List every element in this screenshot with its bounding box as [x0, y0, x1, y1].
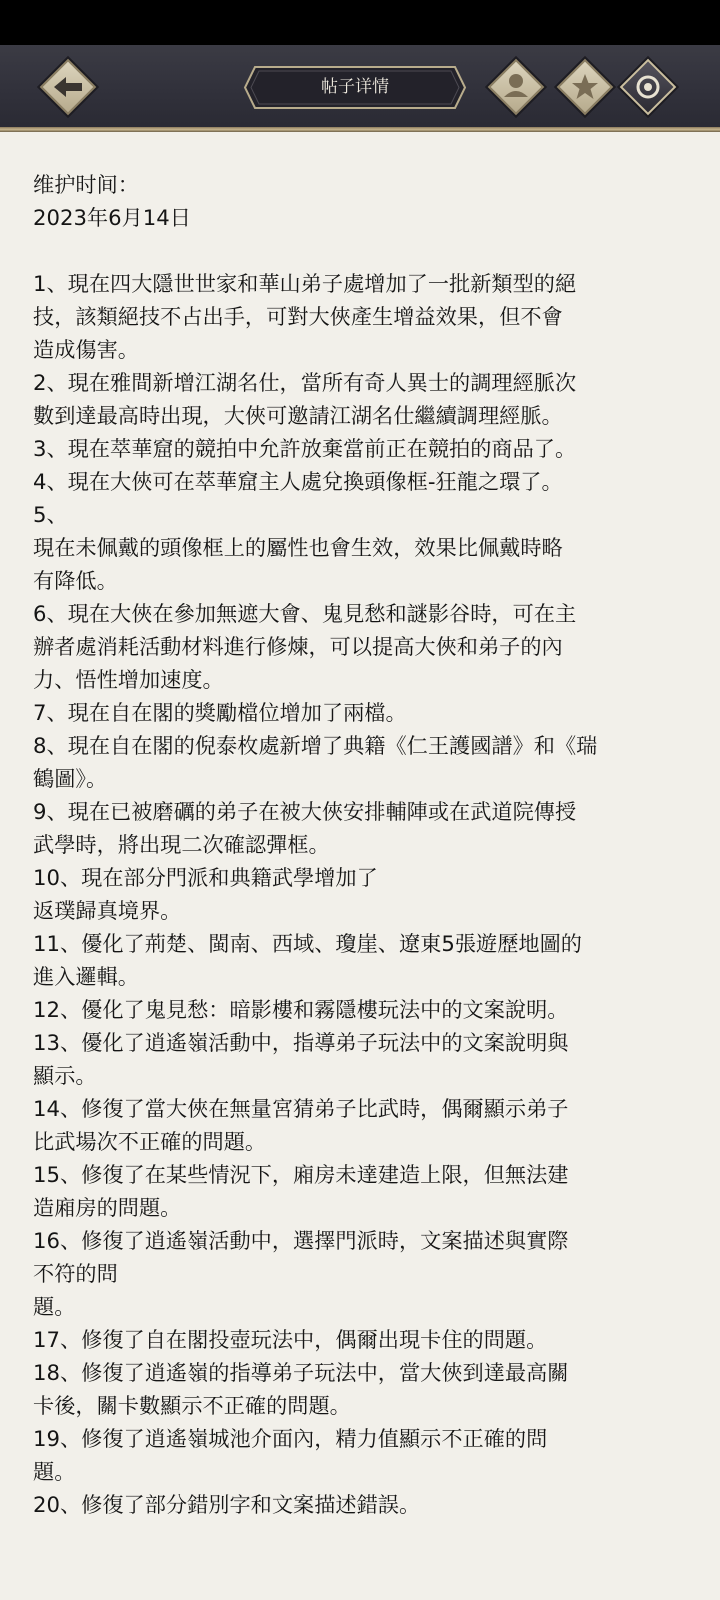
notice-item-line: 7、現在自在閣的獎勵檔位增加了兩檔。	[33, 700, 407, 725]
notice-item-line: 力、悟性增加速度。	[33, 667, 224, 692]
notice-item-line: 卡後，關卡數顯示不正確的問題。	[33, 1393, 351, 1418]
header-divider	[0, 127, 720, 132]
notice-item-line: 返璞歸真境界。	[33, 898, 182, 923]
notice-item	[33, 1488, 693, 1521]
notice-item-line: 6、現在大俠在參加無遮大會、鬼見愁和謎影谷時，可在主	[33, 601, 577, 626]
notice-item	[33, 465, 693, 498]
notice-item	[33, 1026, 693, 1092]
notice-item-line: 18、修復了逍遙嶺的指導弟子玩法中，當大俠到達最高關	[33, 1360, 569, 1385]
notice-item-line: 12、優化了鬼見愁：暗影樓和霧隱樓玩法中的文案說明。	[33, 997, 569, 1022]
status-bar	[0, 0, 720, 45]
post-content	[33, 168, 693, 1521]
notice-item-line: 比武場次不正確的問題。	[33, 1129, 267, 1154]
notice-item-line: 1、現在四大隱世世家和華山弟子處增加了一批新類型的絕	[33, 271, 577, 296]
header-bar	[0, 45, 720, 130]
notice-item	[33, 1224, 693, 1323]
notice-item-line: 5、	[33, 502, 68, 527]
star-icon	[557, 59, 613, 115]
notice-item	[33, 1356, 693, 1422]
notice-item	[33, 993, 693, 1026]
target-icon	[620, 59, 676, 115]
notice-item	[33, 1158, 693, 1224]
notice-item-line: 10、現在部分門派和典籍武學增加了	[33, 865, 378, 890]
target-button[interactable]	[620, 59, 676, 115]
notice-item	[33, 1092, 693, 1158]
notice-item	[33, 861, 693, 927]
page-title: 帖子详情	[321, 77, 389, 97]
notice-item	[33, 927, 693, 993]
notice-item	[33, 498, 693, 597]
notice-item-line: 4、現在大俠可在萃華窟主人處兌換頭像框-狂龍之環了。	[33, 469, 563, 494]
notice-item	[33, 366, 693, 432]
notice-item-line: 現在未佩戴的頭像框上的屬性也會生效，效果比佩戴時略	[33, 535, 563, 560]
maintenance-date: 2023年6月14日	[33, 205, 191, 230]
notice-item-line: 武學時，將出現二次確認彈框。	[33, 832, 330, 857]
notice-item-line: 20、修復了部分錯別字和文案描述錯誤。	[33, 1492, 421, 1517]
notice-list	[33, 267, 693, 1521]
notice-item-line: 有降低。	[33, 568, 118, 593]
notice-item-line: 題。	[33, 1294, 76, 1319]
notice-item-line: 鶴圖》。	[33, 766, 108, 791]
notice-item-line: 技，該類絕技不占出手，可對大俠產生增益效果，但不會	[33, 304, 563, 329]
profile-button[interactable]	[488, 59, 544, 115]
profile-icon	[488, 59, 544, 115]
notice-item-line: 不符的問	[33, 1261, 118, 1286]
back-arrow-icon	[40, 59, 96, 115]
notice-item	[33, 795, 693, 861]
notice-item-line: 2、現在雅間新增江湖名仕，當所有奇人異士的調理經脈次	[33, 370, 577, 395]
notice-item	[33, 696, 693, 729]
notice-item-line: 造成傷害。	[33, 337, 139, 362]
notice-item-line: 15、修復了在某些情況下，廂房未達建造上限，但無法建	[33, 1162, 569, 1187]
favorite-button[interactable]	[557, 59, 613, 115]
notice-item-line: 8、現在自在閣的倪泰枚處新增了典籍《仁王護國譜》和《瑞	[33, 733, 598, 758]
notice-item-line: 題。	[33, 1459, 76, 1484]
notice-item-line: 17、修復了自在閣投壺玩法中，偶爾出現卡住的問題。	[33, 1327, 548, 1352]
notice-item	[33, 1422, 693, 1488]
notice-item-line: 數到達最高時出現，大俠可邀請江湖名仕繼續調理經脈。	[33, 403, 563, 428]
notice-item	[33, 729, 693, 795]
notice-item-line: 19、修復了逍遙嶺城池介面內，精力值顯示不正確的問	[33, 1426, 548, 1451]
notice-item	[33, 597, 693, 696]
notice-item-line: 11、優化了荊楚、閩南、西域、瓊崖、遼東5張遊歷地圖的	[33, 931, 582, 956]
back-button[interactable]	[40, 59, 96, 115]
notice-item-line: 9、現在已被磨礪的弟子在被大俠安排輔陣或在武道院傳授	[33, 799, 577, 824]
title-plate	[243, 65, 467, 110]
notice-item-line: 14、修復了當大俠在無量宮猜弟子比武時，偶爾顯示弟子	[33, 1096, 569, 1121]
notice-item-line: 辦者處消耗活動材料進行修煉，可以提高大俠和弟子的內	[33, 634, 563, 659]
notice-item-line: 13、優化了逍遙嶺活動中，指導弟子玩法中的文案說明與	[33, 1030, 569, 1055]
notice-item	[33, 432, 693, 465]
notice-item	[33, 1323, 693, 1356]
notice-item	[33, 267, 693, 366]
notice-item-line: 顯示。	[33, 1063, 97, 1088]
notice-item-line: 造廂房的問題。	[33, 1195, 182, 1220]
notice-item-line: 進入邏輯。	[33, 964, 139, 989]
notice-item-line: 16、修復了逍遙嶺活動中，選擇門派時，文案描述與實際	[33, 1228, 569, 1253]
notice-item-line: 3、現在萃華窟的競拍中允許放棄當前正在競拍的商品了。	[33, 436, 577, 461]
maintenance-heading: 维护时间：	[33, 172, 139, 197]
spacer	[33, 234, 693, 267]
